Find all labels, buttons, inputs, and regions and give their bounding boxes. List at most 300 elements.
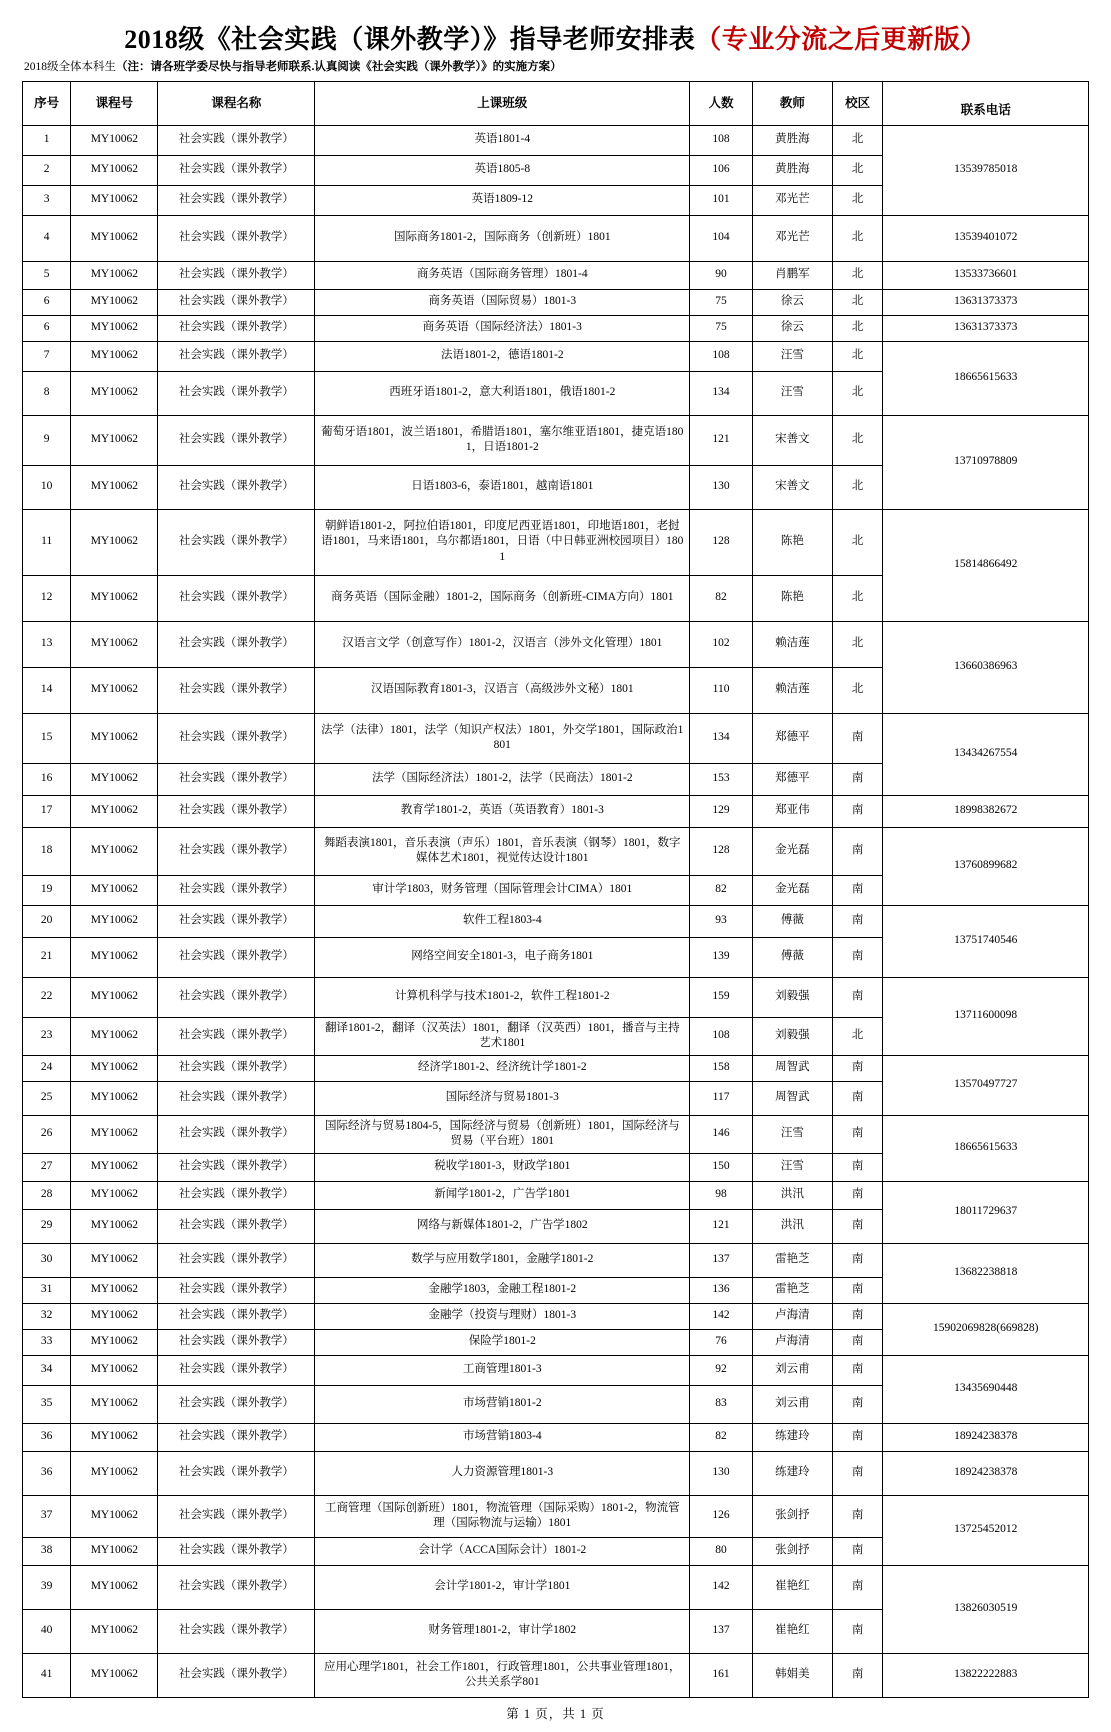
cell-course-code: MY10062: [71, 1451, 158, 1495]
cell-no: 5: [23, 261, 71, 289]
cell-teacher: 汪雪: [752, 341, 832, 371]
cell-class: 工商管理（国际创新班）1801，物流管理（国际采购）1801-2，物流管理（国际物流与运输）1801: [315, 1495, 690, 1537]
cell-teacher: 刘毅强: [752, 977, 832, 1017]
cell-course-name: 社会实践（课外教学）: [158, 713, 315, 763]
cell-no: 40: [23, 1609, 71, 1653]
cell-class: 市场营销1803-4: [315, 1423, 690, 1451]
cell-campus: 北: [832, 465, 883, 509]
cell-campus: 南: [832, 937, 883, 977]
cell-course-code: MY10062: [71, 713, 158, 763]
cell-course-name: 社会实践（课外教学）: [158, 1385, 315, 1423]
cell-student-count: 137: [690, 1609, 753, 1653]
cell-student-count: 150: [690, 1153, 753, 1181]
cell-no: 24: [23, 1055, 71, 1081]
cell-teacher: 宋善文: [752, 415, 832, 465]
cell-student-count: 121: [690, 1209, 753, 1243]
cell-campus: 北: [832, 371, 883, 415]
cell-campus: 南: [832, 1653, 883, 1697]
cell-student-count: 76: [690, 1329, 753, 1355]
cell-course-name: 社会实践（课外教学）: [158, 1017, 315, 1055]
cell-campus: 北: [832, 261, 883, 289]
cell-student-count: 161: [690, 1653, 753, 1697]
cell-contact-phone: 13660386963: [883, 621, 1089, 713]
cell-course-code: MY10062: [71, 185, 158, 215]
cell-campus: 南: [832, 1209, 883, 1243]
cell-class: 应用心理学1801，社会工作1801，行政管理1801，公共事业管理1801，公共关系学801: [315, 1653, 690, 1697]
cell-student-count: 134: [690, 371, 753, 415]
cell-class: 翻译1801-2，翻译（汉英法）1801，翻译（汉英西）1801，播音与主持艺术1801: [315, 1017, 690, 1055]
cell-class: 日语1803-6，泰语1801，越南语1801: [315, 465, 690, 509]
cell-course-name: 社会实践（课外教学）: [158, 509, 315, 575]
cell-course-code: MY10062: [71, 1115, 158, 1153]
cell-no: 2: [23, 155, 71, 185]
cell-course-code: MY10062: [71, 1537, 158, 1565]
cell-class: 金融学（投资与理财）1801-3: [315, 1303, 690, 1329]
cell-course-name: 社会实践（课外教学）: [158, 215, 315, 261]
cell-teacher: 卢海清: [752, 1329, 832, 1355]
cell-campus: 南: [832, 1451, 883, 1495]
col-code: 课程号: [71, 81, 158, 125]
col-phone: 联系电话: [883, 81, 1089, 125]
cell-class: 人力资源管理1801-3: [315, 1451, 690, 1495]
cell-course-code: MY10062: [71, 1243, 158, 1277]
table-body: [23, 125, 1089, 1697]
page-footer: 第 1 页，共 1 页: [506, 1706, 605, 1721]
table-row: [23, 1451, 1089, 1495]
cell-teacher: 崔艳红: [752, 1609, 832, 1653]
cell-no: 9: [23, 415, 71, 465]
cell-campus: 北: [832, 341, 883, 371]
cell-course-name: 社会实践（课外教学）: [158, 289, 315, 315]
cell-course-code: MY10062: [71, 1055, 158, 1081]
cell-student-count: 136: [690, 1277, 753, 1303]
cell-course-code: MY10062: [71, 1277, 158, 1303]
cell-teacher: 韩娟美: [752, 1653, 832, 1697]
cell-course-name: 社会实践（课外教学）: [158, 1081, 315, 1115]
cell-course-name: 社会实践（课外教学）: [158, 795, 315, 827]
cell-class: 汉语言文学（创意写作）1801-2，汉语言（涉外文化管理）1801: [315, 621, 690, 667]
cell-no: 28: [23, 1181, 71, 1209]
cell-class: 英语1801-4: [315, 125, 690, 155]
cell-course-code: MY10062: [71, 795, 158, 827]
cell-contact-phone: 13539785018: [883, 125, 1089, 215]
cell-course-code: MY10062: [71, 827, 158, 875]
cell-student-count: 82: [690, 1423, 753, 1451]
table-row: [23, 215, 1089, 261]
cell-course-code: MY10062: [71, 1181, 158, 1209]
cell-contact-phone: 13434267554: [883, 713, 1089, 795]
cell-no: 36: [23, 1423, 71, 1451]
cell-class: 法语1801-2，德语1801-2: [315, 341, 690, 371]
cell-teacher: 卢海清: [752, 1303, 832, 1329]
cell-class: 商务英语（国际金融）1801-2，国际商务（创新班-CIMA方向）1801: [315, 575, 690, 621]
col-campus: 校区: [832, 81, 883, 125]
cell-contact-phone: 15814866492: [883, 509, 1089, 621]
cell-course-name: 社会实践（课外教学）: [158, 875, 315, 905]
cell-course-name: 社会实践（课外教学）: [158, 1277, 315, 1303]
cell-course-code: MY10062: [71, 1303, 158, 1329]
cell-class: 工商管理1801-3: [315, 1355, 690, 1385]
cell-class: 汉语国际教育1801-3，汉语言（高级涉外文秘）1801: [315, 667, 690, 713]
cell-campus: 北: [832, 155, 883, 185]
cell-course-name: 社会实践（课外教学）: [158, 1181, 315, 1209]
cell-contact-phone: 13539401072: [883, 215, 1089, 261]
cell-student-count: 121: [690, 415, 753, 465]
cell-no: 4: [23, 215, 71, 261]
cell-class: 会计学（ACCA国际会计）1801-2: [315, 1537, 690, 1565]
cell-student-count: 75: [690, 315, 753, 341]
cell-teacher: 邓光芒: [752, 185, 832, 215]
cell-course-name: 社会实践（课外教学）: [158, 1537, 315, 1565]
cell-campus: 南: [832, 1153, 883, 1181]
table-row: [23, 341, 1089, 371]
cell-contact-phone: 13682238818: [883, 1243, 1089, 1303]
cell-course-name: 社会实践（课外教学）: [158, 621, 315, 667]
cell-teacher: 徐云: [752, 315, 832, 341]
cell-course-name: 社会实践（课外教学）: [158, 905, 315, 937]
cell-student-count: 137: [690, 1243, 753, 1277]
cell-class: 商务英语（国际商务管理）1801-4: [315, 261, 690, 289]
cell-teacher: 郑德平: [752, 713, 832, 763]
cell-course-code: MY10062: [71, 215, 158, 261]
cell-no: 8: [23, 371, 71, 415]
page-title: [22, 24, 1089, 57]
cell-class: 金融学1803，金融工程1801-2: [315, 1277, 690, 1303]
cell-campus: 南: [832, 1423, 883, 1451]
cell-campus: 北: [832, 575, 883, 621]
cell-course-code: MY10062: [71, 875, 158, 905]
cell-course-code: MY10062: [71, 155, 158, 185]
cell-class: 法学（法律）1801，法学（知识产权法）1801，外交学1801，国际政治1801: [315, 713, 690, 763]
cell-campus: 北: [832, 185, 883, 215]
cell-no: 15: [23, 713, 71, 763]
cell-teacher: 黄胜海: [752, 125, 832, 155]
cell-course-name: 社会实践（课外教学）: [158, 1451, 315, 1495]
cell-no: 31: [23, 1277, 71, 1303]
cell-no: 30: [23, 1243, 71, 1277]
cell-no: 19: [23, 875, 71, 905]
cell-no: 23: [23, 1017, 71, 1055]
cell-student-count: 134: [690, 713, 753, 763]
cell-no: 26: [23, 1115, 71, 1153]
cell-student-count: 159: [690, 977, 753, 1017]
page-title-main: 2018级《社会实践（课外教学）》指导老师安排表: [124, 25, 696, 54]
cell-contact-phone: 13631373373: [883, 289, 1089, 315]
cell-no: 6: [23, 315, 71, 341]
col-course: 课程名称: [158, 81, 315, 125]
cell-campus: 北: [832, 621, 883, 667]
cell-class: 法学（国际经济法）1801-2，法学（民商法）1801-2: [315, 763, 690, 795]
cell-campus: 南: [832, 1303, 883, 1329]
cell-contact-phone: 13435690448: [883, 1355, 1089, 1423]
cell-campus: 南: [832, 1115, 883, 1153]
cell-class: 软件工程1803-4: [315, 905, 690, 937]
cell-course-code: MY10062: [71, 341, 158, 371]
schedule-table: [22, 81, 1089, 1698]
cell-class: 税收学1801-3，财政学1801: [315, 1153, 690, 1181]
table-row: [23, 1565, 1089, 1609]
cell-student-count: 142: [690, 1565, 753, 1609]
table-row: [23, 621, 1089, 667]
cell-campus: 北: [832, 1017, 883, 1055]
document-subtitle: [24, 59, 1089, 75]
cell-student-count: 153: [690, 763, 753, 795]
cell-campus: 北: [832, 509, 883, 575]
cell-teacher: 肖鹏军: [752, 261, 832, 289]
cell-course-code: MY10062: [71, 1609, 158, 1653]
cell-contact-phone: 13711600098: [883, 977, 1089, 1055]
cell-course-name: 社会实践（课外教学）: [158, 937, 315, 977]
table-row: [23, 795, 1089, 827]
cell-no: 21: [23, 937, 71, 977]
cell-course-name: 社会实践（课外教学）: [158, 1209, 315, 1243]
cell-course-code: MY10062: [71, 621, 158, 667]
cell-student-count: 82: [690, 875, 753, 905]
cell-class: 财务管理1801-2，审计学1802: [315, 1609, 690, 1653]
cell-course-code: MY10062: [71, 1565, 158, 1609]
cell-student-count: 129: [690, 795, 753, 827]
cell-campus: 南: [832, 1181, 883, 1209]
cell-course-code: MY10062: [71, 1081, 158, 1115]
cell-student-count: 108: [690, 125, 753, 155]
cell-course-name: 社会实践（课外教学）: [158, 185, 315, 215]
cell-no: 34: [23, 1355, 71, 1385]
col-num: 人数: [690, 81, 753, 125]
table-row: [23, 713, 1089, 763]
cell-course-code: MY10062: [71, 289, 158, 315]
cell-no: 22: [23, 977, 71, 1017]
cell-class: 新闻学1801-2，广告学1801: [315, 1181, 690, 1209]
cell-campus: 南: [832, 1081, 883, 1115]
cell-course-name: 社会实践（课外教学）: [158, 1115, 315, 1153]
cell-student-count: 92: [690, 1355, 753, 1385]
cell-teacher: 练建玲: [752, 1423, 832, 1451]
table-header: [23, 81, 1089, 125]
cell-no: 7: [23, 341, 71, 371]
cell-contact-phone: 15902069828(669828): [883, 1303, 1089, 1355]
cell-course-name: 社会实践（课外教学）: [158, 575, 315, 621]
table-row: [23, 125, 1089, 155]
cell-class: 网络与新媒体1801-2，广告学1802: [315, 1209, 690, 1243]
cell-class: 商务英语（国际贸易）1801-3: [315, 289, 690, 315]
cell-course-name: 社会实践（课外教学）: [158, 1355, 315, 1385]
table-row: [23, 1423, 1089, 1451]
subtitle-prefix: 2018级全体本科生: [24, 60, 116, 73]
cell-course-name: 社会实践（课外教学）: [158, 261, 315, 289]
cell-campus: 北: [832, 125, 883, 155]
cell-teacher: 雷艳芝: [752, 1277, 832, 1303]
cell-contact-phone: 13533736601: [883, 261, 1089, 289]
cell-campus: 南: [832, 977, 883, 1017]
cell-course-name: 社会实践（课外教学）: [158, 315, 315, 341]
cell-no: 11: [23, 509, 71, 575]
cell-class: 会计学1801-2，审计学1801: [315, 1565, 690, 1609]
cell-course-code: MY10062: [71, 1423, 158, 1451]
cell-student-count: 108: [690, 1017, 753, 1055]
cell-class: 审计学1803，财务管理（国际管理会计CIMA）1801: [315, 875, 690, 905]
table-row: [23, 1243, 1089, 1277]
cell-course-name: 社会实践（课外教学）: [158, 1653, 315, 1697]
cell-no: 29: [23, 1209, 71, 1243]
cell-teacher: 郑德平: [752, 763, 832, 795]
cell-teacher: 雷艳芝: [752, 1243, 832, 1277]
cell-campus: 南: [832, 795, 883, 827]
cell-no: 32: [23, 1303, 71, 1329]
cell-teacher: 练建玲: [752, 1451, 832, 1495]
cell-contact-phone: 13826030519: [883, 1565, 1089, 1653]
cell-class: 朝鲜语1801-2，阿拉伯语1801，印度尼西亚语1801，印地语1801，老挝语1801，马来语1801，乌尔都语1801，日语（中日韩亚洲校园项目）1801: [315, 509, 690, 575]
cell-student-count: 101: [690, 185, 753, 215]
cell-course-name: 社会实践（课外教学）: [158, 1055, 315, 1081]
cell-contact-phone: 13822222883: [883, 1653, 1089, 1697]
cell-contact-phone: 13751740546: [883, 905, 1089, 977]
cell-student-count: 146: [690, 1115, 753, 1153]
cell-no: 36: [23, 1451, 71, 1495]
cell-contact-phone: 18924238378: [883, 1451, 1089, 1495]
cell-class: 英语1809-12: [315, 185, 690, 215]
cell-no: 17: [23, 795, 71, 827]
cell-class: 国际经济与贸易1801-3: [315, 1081, 690, 1115]
cell-no: 16: [23, 763, 71, 795]
cell-campus: 南: [832, 875, 883, 905]
cell-course-name: 社会实践（课外教学）: [158, 1565, 315, 1609]
col-teacher: 教师: [752, 81, 832, 125]
cell-no: 13: [23, 621, 71, 667]
cell-class: 国际商务1801-2，国际商务（创新班）1801: [315, 215, 690, 261]
cell-campus: 南: [832, 1495, 883, 1537]
cell-campus: 南: [832, 713, 883, 763]
cell-course-name: 社会实践（课外教学）: [158, 341, 315, 371]
cell-contact-phone: 18665615633: [883, 1115, 1089, 1181]
cell-course-code: MY10062: [71, 465, 158, 509]
cell-campus: 南: [832, 1329, 883, 1355]
cell-course-name: 社会实践（课外教学）: [158, 1423, 315, 1451]
cell-campus: 南: [832, 1355, 883, 1385]
cell-no: 10: [23, 465, 71, 509]
cell-course-code: MY10062: [71, 763, 158, 795]
cell-no: 3: [23, 185, 71, 215]
cell-class: 市场营销1801-2: [315, 1385, 690, 1423]
cell-campus: 北: [832, 415, 883, 465]
cell-contact-phone: 13760899682: [883, 827, 1089, 905]
cell-class: 葡萄牙语1801，波兰语1801，希腊语1801，塞尔维亚语1801，捷克语1801，日语1801-2: [315, 415, 690, 465]
cell-course-name: 社会实践（课外教学）: [158, 1303, 315, 1329]
cell-campus: 北: [832, 215, 883, 261]
cell-course-code: MY10062: [71, 977, 158, 1017]
cell-course-name: 社会实践（课外教学）: [158, 667, 315, 713]
cell-contact-phone: 18665615633: [883, 341, 1089, 415]
cell-class: 西班牙语1801-2，意大利语1801，俄语1801-2: [315, 371, 690, 415]
cell-student-count: 83: [690, 1385, 753, 1423]
cell-student-count: 110: [690, 667, 753, 713]
cell-student-count: 80: [690, 1537, 753, 1565]
cell-class: 教育学1801-2，英语（英语教育）1801-3: [315, 795, 690, 827]
cell-campus: 南: [832, 1537, 883, 1565]
cell-student-count: 130: [690, 1451, 753, 1495]
table-row: [23, 1355, 1089, 1385]
cell-student-count: 139: [690, 937, 753, 977]
cell-course-code: MY10062: [71, 1209, 158, 1243]
cell-contact-phone: 18011729637: [883, 1181, 1089, 1243]
cell-course-code: MY10062: [71, 261, 158, 289]
cell-campus: 南: [832, 1277, 883, 1303]
cell-no: 6: [23, 289, 71, 315]
cell-course-code: MY10062: [71, 371, 158, 415]
cell-class: 舞蹈表演1801，音乐表演（声乐）1801，音乐表演（钢琴）1801，数字媒体艺术1801，视觉传达设计1801: [315, 827, 690, 875]
table-row: [23, 1653, 1089, 1697]
cell-course-code: MY10062: [71, 1355, 158, 1385]
cell-teacher: 刘毅强: [752, 1017, 832, 1055]
cell-student-count: 117: [690, 1081, 753, 1115]
table-row: [23, 1495, 1089, 1537]
cell-teacher: 洪汛: [752, 1181, 832, 1209]
table-row: [23, 289, 1089, 315]
cell-course-code: MY10062: [71, 1495, 158, 1537]
cell-teacher: 崔艳红: [752, 1565, 832, 1609]
cell-student-count: 75: [690, 289, 753, 315]
cell-student-count: 128: [690, 509, 753, 575]
cell-teacher: 徐云: [752, 289, 832, 315]
cell-teacher: 金光磊: [752, 827, 832, 875]
cell-teacher: 金光磊: [752, 875, 832, 905]
cell-student-count: 93: [690, 905, 753, 937]
cell-class: 网络空间安全1801-3，电子商务1801: [315, 937, 690, 977]
cell-teacher: 郑亚伟: [752, 795, 832, 827]
cell-campus: 南: [832, 1609, 883, 1653]
cell-student-count: 90: [690, 261, 753, 289]
cell-teacher: 赖洁莲: [752, 667, 832, 713]
cell-course-code: MY10062: [71, 509, 158, 575]
cell-campus: 南: [832, 763, 883, 795]
cell-course-code: MY10062: [71, 667, 158, 713]
cell-no: 1: [23, 125, 71, 155]
cell-teacher: 周智武: [752, 1055, 832, 1081]
cell-course-name: 社会实践（课外教学）: [158, 1609, 315, 1653]
cell-contact-phone: 18924238378: [883, 1423, 1089, 1451]
cell-teacher: 洪汛: [752, 1209, 832, 1243]
cell-teacher: 傅薇: [752, 937, 832, 977]
cell-course-code: MY10062: [71, 1653, 158, 1697]
cell-course-code: MY10062: [71, 1153, 158, 1181]
cell-student-count: 126: [690, 1495, 753, 1537]
cell-class: 国际经济与贸易1804-5，国际经济与贸易（创新班）1801，国际经济与贸易（平台班）1801: [315, 1115, 690, 1153]
cell-course-name: 社会实践（课外教学）: [158, 415, 315, 465]
cell-student-count: 106: [690, 155, 753, 185]
cell-no: 18: [23, 827, 71, 875]
table-row: [23, 261, 1089, 289]
cell-course-name: 社会实践（课外教学）: [158, 155, 315, 185]
cell-contact-phone: 13725452012: [883, 1495, 1089, 1565]
cell-course-name: 社会实践（课外教学）: [158, 371, 315, 415]
table-row: [23, 1303, 1089, 1329]
cell-campus: 南: [832, 1565, 883, 1609]
cell-teacher: 刘云甫: [752, 1385, 832, 1423]
table-row: [23, 315, 1089, 341]
subtitle-note: （注：请各班学委尽快与指导老师联系.认真阅读《社会实践（课外教学）》的实施方案）: [116, 60, 562, 73]
cell-class: 数学与应用数学1801，金融学1801-2: [315, 1243, 690, 1277]
cell-course-name: 社会实践（课外教学）: [158, 1329, 315, 1355]
cell-campus: 北: [832, 667, 883, 713]
table-row: [23, 905, 1089, 937]
cell-no: 20: [23, 905, 71, 937]
cell-no: 14: [23, 667, 71, 713]
cell-class: 经济学1801-2、经济统计学1801-2: [315, 1055, 690, 1081]
cell-student-count: 98: [690, 1181, 753, 1209]
cell-no: 41: [23, 1653, 71, 1697]
cell-teacher: 宋善文: [752, 465, 832, 509]
cell-campus: 北: [832, 315, 883, 341]
cell-no: 27: [23, 1153, 71, 1181]
